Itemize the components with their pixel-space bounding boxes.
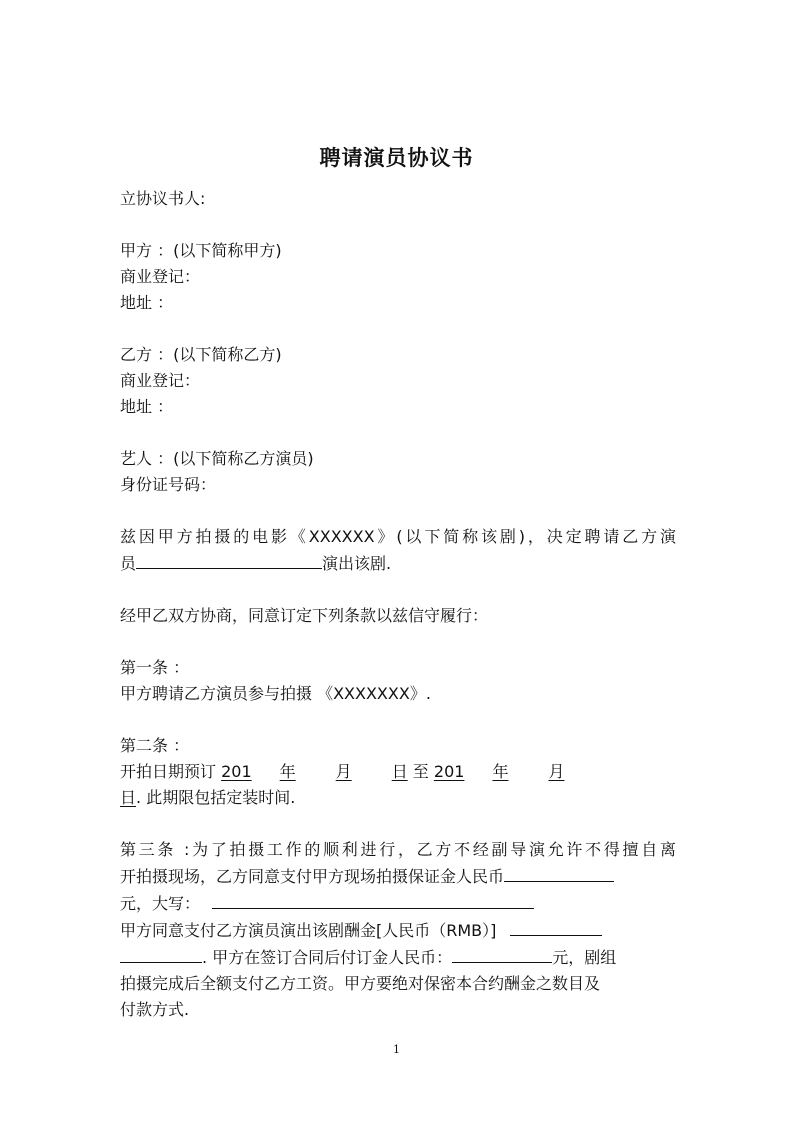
preamble-text-a: 员 — [120, 554, 137, 573]
amount-in-words-label: 元，大写： — [120, 894, 201, 913]
start-month-unit: 月 — [335, 762, 352, 781]
agreement-line: 经甲乙双方协商，同意订定下列条款以兹信守履行： — [120, 606, 489, 625]
party-b-label: 乙方 ：(以下简称乙方) — [120, 345, 282, 364]
end-month-unit: 月 — [548, 762, 565, 781]
advance-unit-text: 元，剧组 — [552, 948, 617, 967]
article-1-heading: 第一条 ： — [120, 658, 190, 677]
preamble-line-2 — [120, 550, 676, 577]
article-3-line-5 — [120, 944, 676, 971]
actor-name-blank — [136, 550, 322, 569]
page-number: 1 — [393, 1043, 400, 1056]
fee-amount-blank — [510, 917, 602, 936]
start-date-blank — [221, 762, 408, 781]
advance-text: . 甲方在签订合同后付订金人民币： — [202, 948, 453, 967]
preamble-line-1: 兹因甲方拍摄的电影《XXXXXX》(以下简称该剧)，决定聘请乙方演 — [120, 527, 676, 546]
article-2-tail: . 此期限包括定装时间. — [136, 788, 296, 807]
article-1-text: 甲方聘请乙方演员参与拍摄 《XXXXXXX》. — [120, 684, 431, 703]
deposit-amount-blank — [504, 863, 614, 882]
amount-in-words-blank — [212, 890, 534, 909]
date-prefix: 开拍日期预订 — [120, 762, 217, 781]
start-day-unit: 日 — [391, 762, 408, 781]
fee-amount-blank-continued — [120, 944, 202, 963]
intro-line: 立协议书人: — [120, 189, 206, 208]
article-3-line-3 — [120, 890, 676, 917]
article-2-date-line — [120, 759, 676, 785]
date-to: 至 — [412, 762, 429, 781]
article-3-line-2 — [120, 863, 676, 890]
end-day-unit: 日 — [120, 788, 137, 807]
document-body — [120, 186, 676, 1023]
fee-text: 甲方同意支付乙方演员演出该剧酬金[人民币（RMB）] — [120, 921, 497, 940]
artist-id-number: 身份证号码： — [120, 475, 217, 494]
end-date-blank — [434, 762, 599, 781]
advance-amount-blank — [452, 944, 552, 963]
party-a-label: 甲方 ：(以下简称甲方) — [120, 241, 282, 260]
end-year-unit: 年 — [492, 762, 509, 781]
preamble-text-b: 演出该剧. — [322, 554, 392, 573]
artist-label: 艺人 ：(以下简称乙方演员) — [120, 449, 314, 468]
party-b-registration: 商业登记： — [120, 371, 201, 390]
article-2-tail-line — [120, 785, 676, 811]
start-year: 201 — [221, 762, 252, 781]
party-a-address: 地址 ： — [120, 293, 174, 312]
article-3-line-7: 付款方式. — [120, 1000, 190, 1019]
article-3-line-1: 第三条 :为了拍摄工作的顺利进行，乙方不经副导演允许不得擅自离 — [120, 840, 676, 859]
article-3-line-6: 拍摄完成后全额支付乙方工资。甲方要绝对保密本合约酬金之数目及 — [120, 974, 601, 993]
party-b-address: 地址 ： — [120, 397, 174, 416]
deposit-text: 开拍摄现场，乙方同意支付甲方现场拍摄保证金人民币 — [120, 867, 505, 886]
start-year-unit: 年 — [279, 762, 296, 781]
party-a-registration: 商业登记： — [120, 267, 201, 286]
article-3-line-4 — [120, 917, 676, 944]
end-year: 201 — [433, 762, 465, 781]
article-2-heading: 第二条 ： — [120, 736, 190, 755]
document-title: 聘请演员协议书 — [319, 146, 474, 170]
